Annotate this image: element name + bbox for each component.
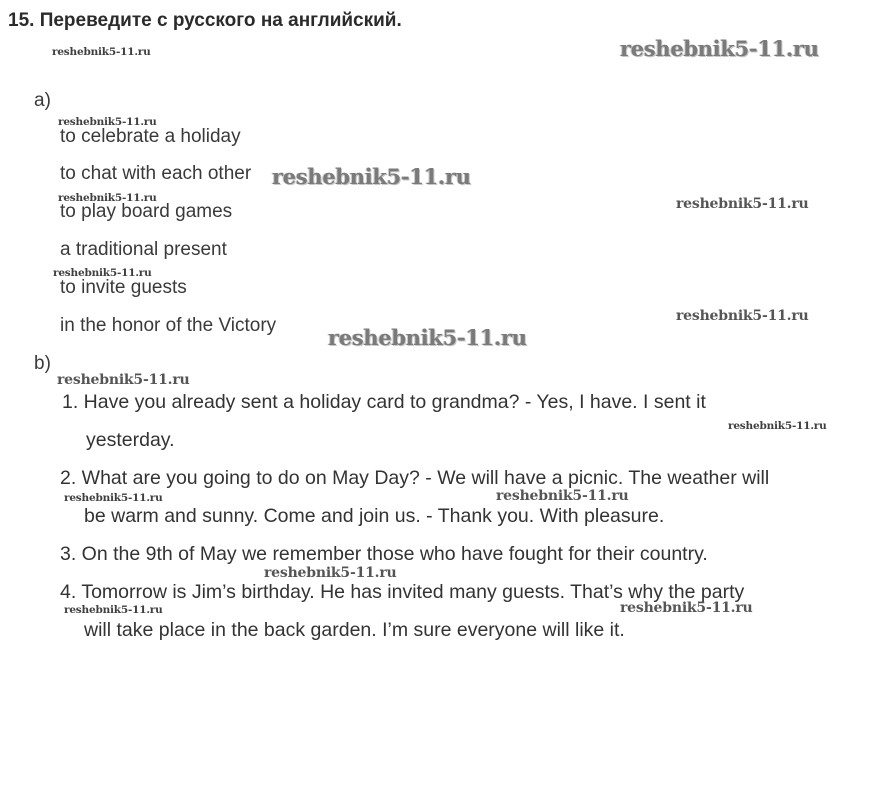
phrase-4: a traditional present xyxy=(60,239,227,260)
watermark: reshebnik5-11.ru xyxy=(272,164,471,189)
sentence-2-line-1: 2. What are you going to do on May Day? - We will have a picnic. The weather will xyxy=(60,467,770,489)
phrase-1: to celebrate a holiday xyxy=(60,126,241,147)
watermark: reshebnik5-11.ru xyxy=(64,604,163,616)
watermark: reshebnik5-11.ru xyxy=(676,196,809,212)
task-title: 15. Переведите с русского на английский. xyxy=(8,10,402,31)
phrase-2: to chat with each other xyxy=(60,163,252,184)
watermark: reshebnik5-11.ru xyxy=(52,46,151,58)
phrase-3: to play board games xyxy=(60,201,233,222)
sentence-4-line-2: will take place in the back garden. I’m sure everyone will like it. xyxy=(84,619,625,641)
watermark: reshebnik5-11.ru xyxy=(58,192,157,204)
watermark: reshebnik5-11.ru xyxy=(620,36,819,61)
watermark: reshebnik5-11.ru xyxy=(64,492,163,504)
watermark: reshebnik5-11.ru xyxy=(728,420,827,432)
sentence-3-line-1: 3. On the 9th of May we remember those who have fought for their country. xyxy=(60,543,708,565)
sentence-2 xyxy=(60,459,865,535)
sentence-3 xyxy=(60,535,865,573)
sentence-1-line-2: yesterday. xyxy=(86,429,175,451)
sentence-4-line-1: 4. Tomorrow is Jim’s birthday. He has invited many guests. That’s why the party xyxy=(60,581,745,603)
sentence-2-line-2: be warm and sunny. Come and join us. - Thank you. With pleasure. xyxy=(84,505,665,527)
watermark: reshebnik5-11.ru xyxy=(676,308,809,324)
watermark: reshebnik5-11.ru xyxy=(328,325,527,350)
part-a-label: a) xyxy=(34,90,51,111)
watermark: reshebnik5-11.ru xyxy=(496,488,629,504)
watermark: reshebnik5-11.ru xyxy=(58,116,157,128)
part-b-label: b) xyxy=(34,353,51,374)
phrase-6: in the honor of the Victory xyxy=(60,315,277,336)
watermark: reshebnik5-11.ru xyxy=(57,372,190,388)
phrase-5: to invite guests xyxy=(60,277,187,298)
watermark: reshebnik5-11.ru xyxy=(264,565,397,581)
watermark: reshebnik5-11.ru xyxy=(620,600,753,616)
watermark: reshebnik5-11.ru xyxy=(53,267,152,279)
sentence-1-line-1: 1. Have you already sent a holiday card to grandma? - Yes, I have. I sent it xyxy=(62,391,706,413)
